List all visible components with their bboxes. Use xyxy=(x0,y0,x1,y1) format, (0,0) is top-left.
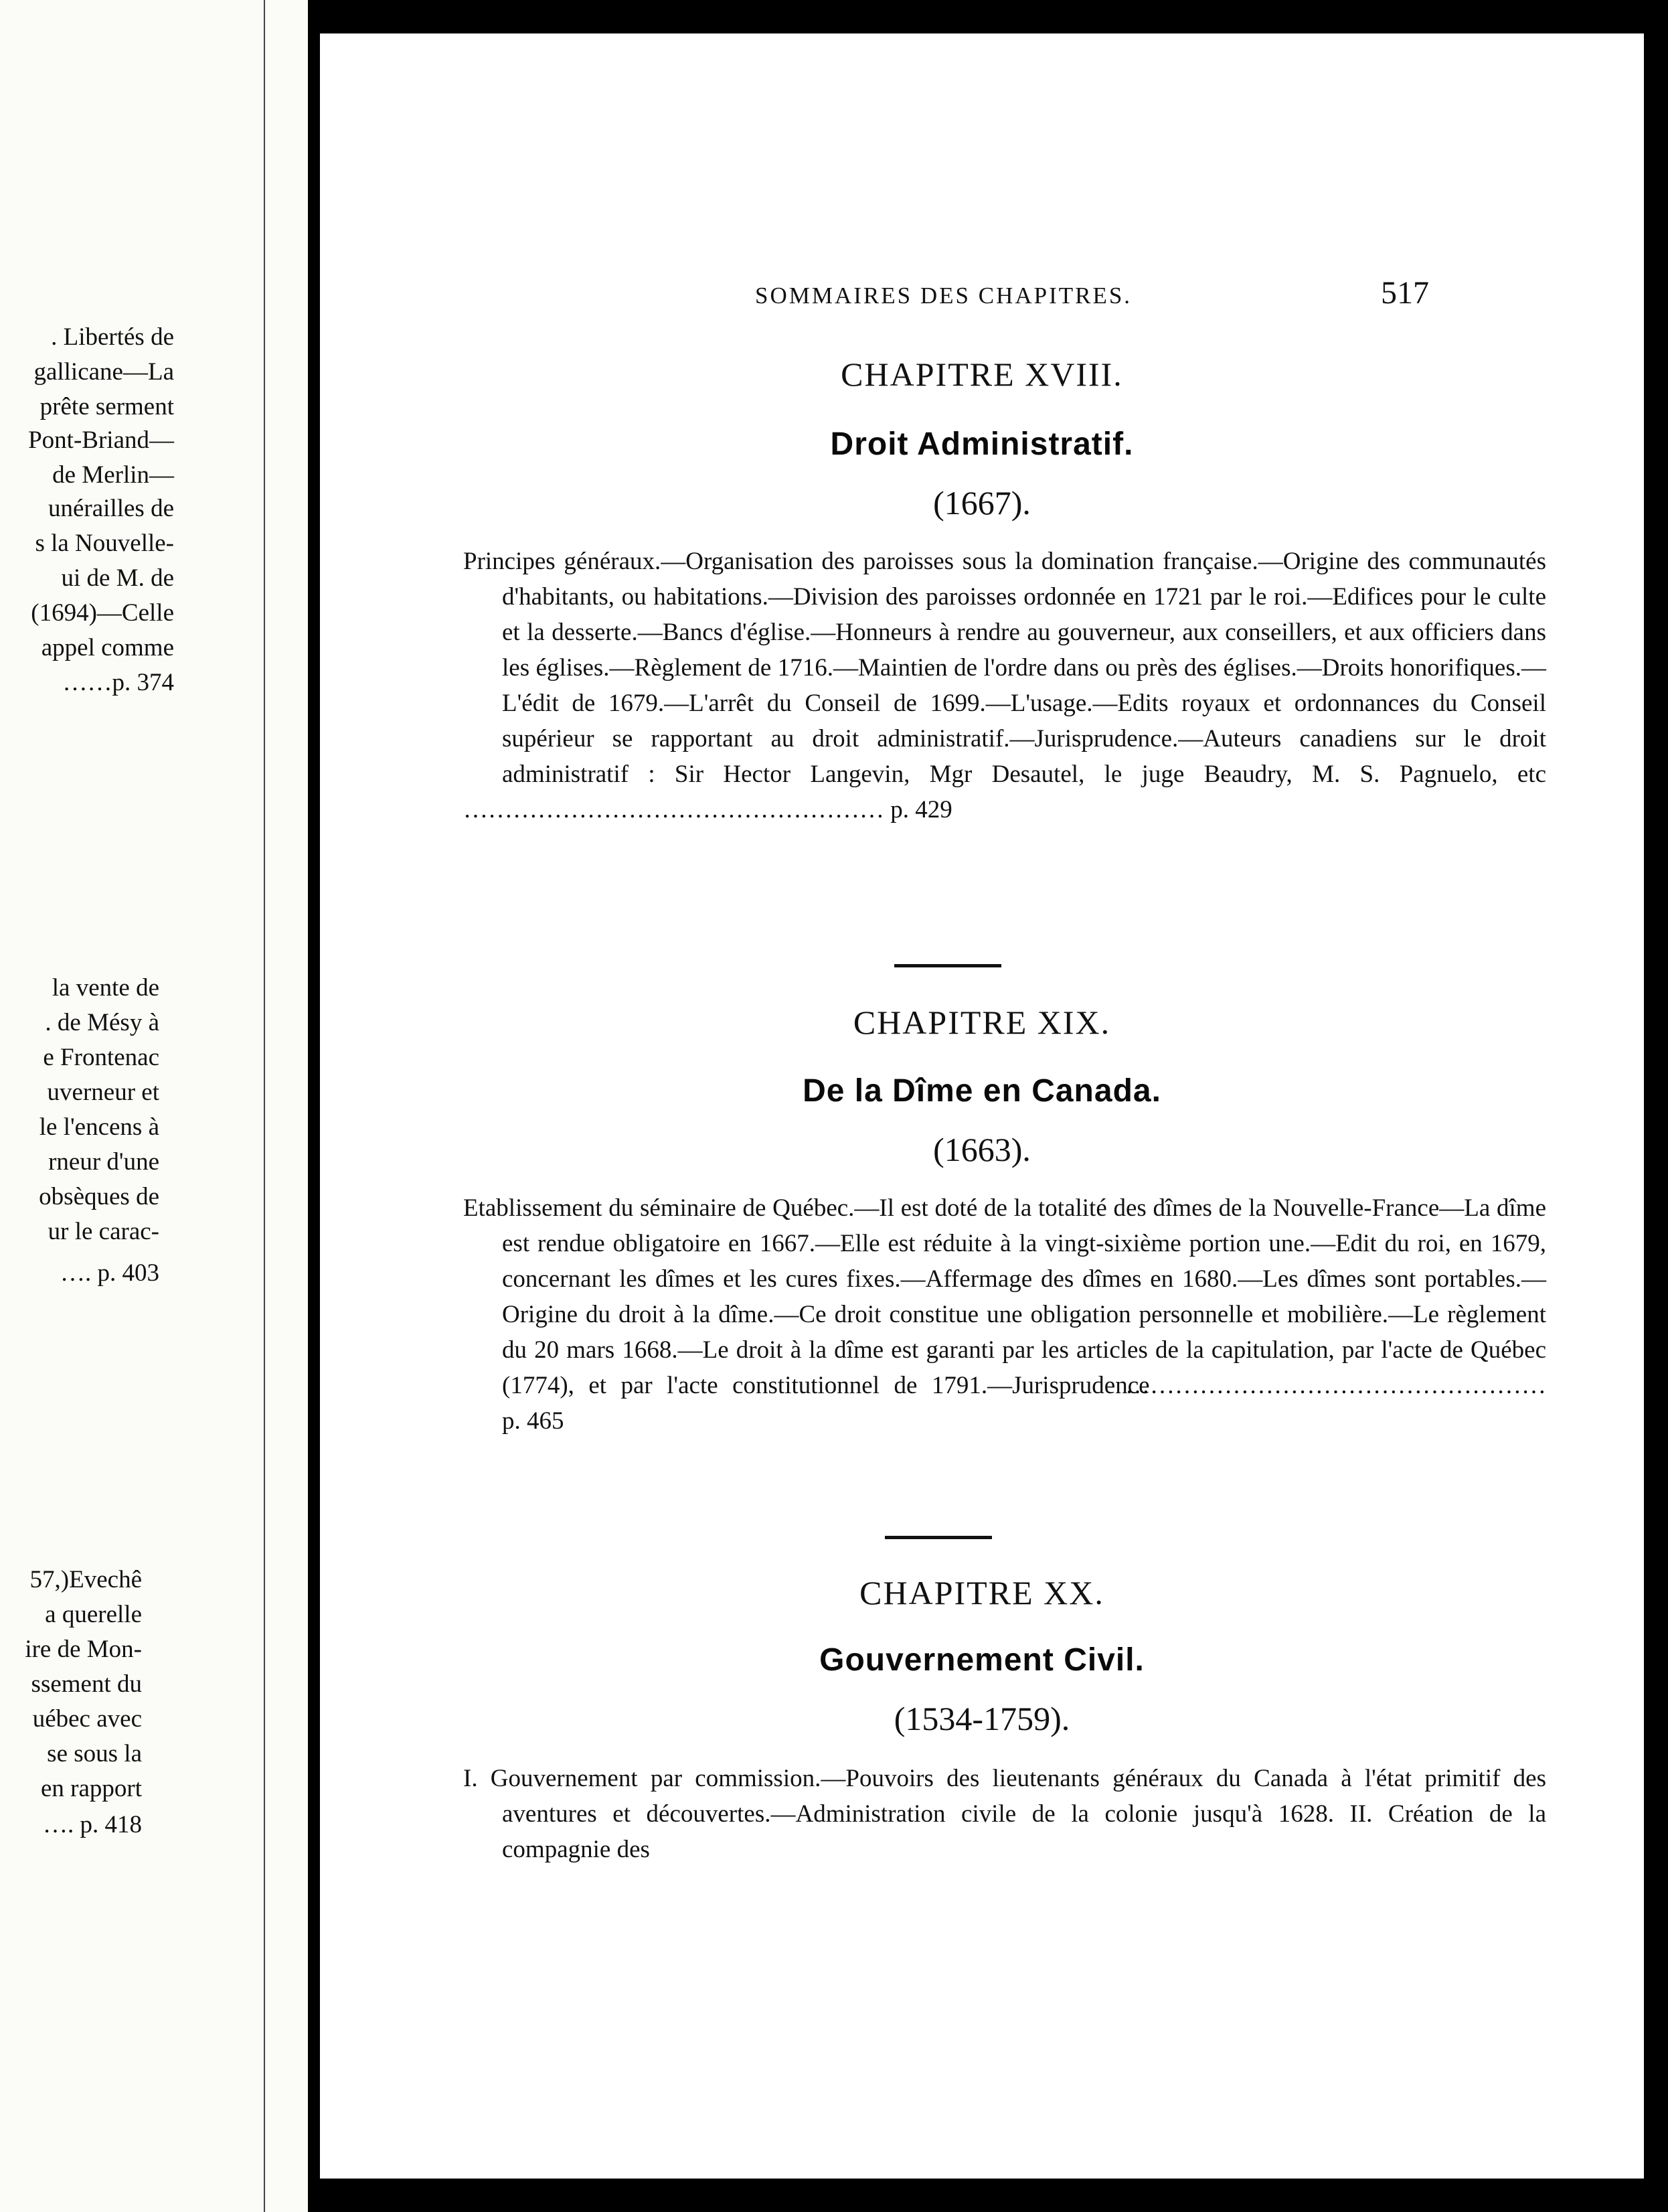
section-rule xyxy=(894,964,1001,967)
left-page-line: e Frontenac xyxy=(43,1044,159,1071)
left-page-line: uébec avec xyxy=(32,1705,142,1733)
previous-page-fragment xyxy=(0,0,308,2212)
summary-text: I. Gouvernement par commission.—Pouvoirs des lieutenants généraux du Canada à l'état primitif des aventures et découvertes.—Administration civile de la colonie jusqu'à 1628. II. Création de la compagnie des xyxy=(463,1765,1546,1863)
left-page-line: (1694)—Celle xyxy=(31,599,174,627)
chapter-subject: Droit Administratif. xyxy=(830,426,1134,462)
left-page-line: . de Mésy à xyxy=(45,1009,159,1036)
dot-leader: …………………………………………… xyxy=(1125,1372,1547,1399)
left-page-line: a querelle xyxy=(45,1601,142,1628)
chapter-title: CHAPITRE XIX. xyxy=(853,1004,1111,1041)
left-page-line: en rapport xyxy=(40,1775,142,1802)
chapter-title: CHAPITRE XVIII. xyxy=(841,356,1123,393)
left-page-line: ……p. 374 xyxy=(62,669,174,696)
left-page-line: gallicane—La xyxy=(33,358,174,386)
chapter-date: (1534-1759). xyxy=(894,1700,1070,1737)
left-page-line: le l'encens à xyxy=(39,1113,159,1141)
chapter-subject: De la Dîme en Canada. xyxy=(803,1073,1161,1109)
left-page-line: la vente de xyxy=(52,974,159,1002)
left-page-line: ui de M. de xyxy=(61,564,174,592)
left-page-line: ur le carac- xyxy=(48,1218,159,1245)
page-gutter xyxy=(264,0,265,2212)
page-reference: p. 429 xyxy=(890,796,952,823)
chapter-summary xyxy=(463,544,1546,827)
dot-leader: …………………………………………… xyxy=(463,796,884,823)
left-page-line: unérailles de xyxy=(48,495,174,522)
chapter-title: CHAPITRE XX. xyxy=(859,1574,1104,1611)
left-page-line: …. p. 418 xyxy=(43,1811,142,1838)
left-page-line: appel comme xyxy=(41,634,174,661)
chapter-summary xyxy=(463,1190,1546,1439)
left-page-line: ire de Mon- xyxy=(25,1636,142,1663)
left-page-line: de Merlin— xyxy=(52,461,174,489)
chapter-summary xyxy=(463,1761,1546,1867)
left-page-line: 57,)Evechê xyxy=(29,1566,142,1593)
left-page-line: rneur d'une xyxy=(48,1148,159,1176)
chapter-date: (1667). xyxy=(933,484,1031,522)
left-page-line: prête serment xyxy=(39,393,174,420)
left-page-line: Pont-Briand— xyxy=(28,426,174,454)
left-page-line: uverneur et xyxy=(47,1079,159,1106)
left-page-line: obsèques de xyxy=(39,1183,159,1210)
main-page xyxy=(320,33,1644,2179)
page-number: 517 xyxy=(1381,275,1429,311)
page-reference: p. 465 xyxy=(502,1407,564,1435)
summary-text: Principes généraux.—Organisation des paroisses sous la domination française.—Origine des communautés d'habitants, ou habitations.—Division des paroisses ordonnée en 1721 par le roi.—Edifices pour le culte et la desserte.—Bancs d'église.—Honneurs à rendre au gouverneur, aux conseillers, et aux officiers dans les églises.—Règlement de 1716.—Maintien de l'ordre dans ou près des églises.—Droits honorifiques.—L'édit de 1679.—L'arrêt du Conseil de 1699.—L'usage.—Edits royaux et ordonnances du Conseil supérieur se rapportant au droit administratif.—Jurisprudence.—Auteurs canadiens sur le droit administratif : Sir Hector Langevin, Mgr Desautel, le juge Beaudry, M. S. Pagnuelo, etc xyxy=(463,548,1546,788)
summary-text: Etablissement du séminaire de Québec.—Il est doté de la totalité des dîmes de la Nouvelle-France—La dîme est rendue obligatoire en 1667.—Elle est réduite à la vingt-sixième portion une.—Edit du roi, en 1679, concernant les dîmes et les cures fixes.—Affermage des dîmes en 1680.—Les dîmes sont portables.—Origine du droit à la dîme.—Ce droit constitue une obligation personnelle et mobilière.—Le règlement du 20 mars 1668.—Le droit à la dîme est garanti par les articles de la capitulation, par l'acte de Québec (1774), et par l'acte constitutionnel de 1791.—Jurisprudence xyxy=(463,1194,1546,1399)
left-page-line: se sous la xyxy=(47,1740,142,1767)
running-head: SOMMAIRES DES CHAPITRES. xyxy=(755,283,1133,309)
chapter-date: (1663). xyxy=(933,1131,1031,1168)
left-page-line: …. p. 403 xyxy=(60,1259,159,1287)
left-page-line: ssement du xyxy=(31,1670,142,1698)
left-page-line: s la Nouvelle- xyxy=(35,530,174,557)
chapter-subject: Gouvernement Civil. xyxy=(819,1642,1145,1678)
section-rule xyxy=(885,1536,992,1539)
left-page-line: . Libertés de xyxy=(51,323,174,351)
